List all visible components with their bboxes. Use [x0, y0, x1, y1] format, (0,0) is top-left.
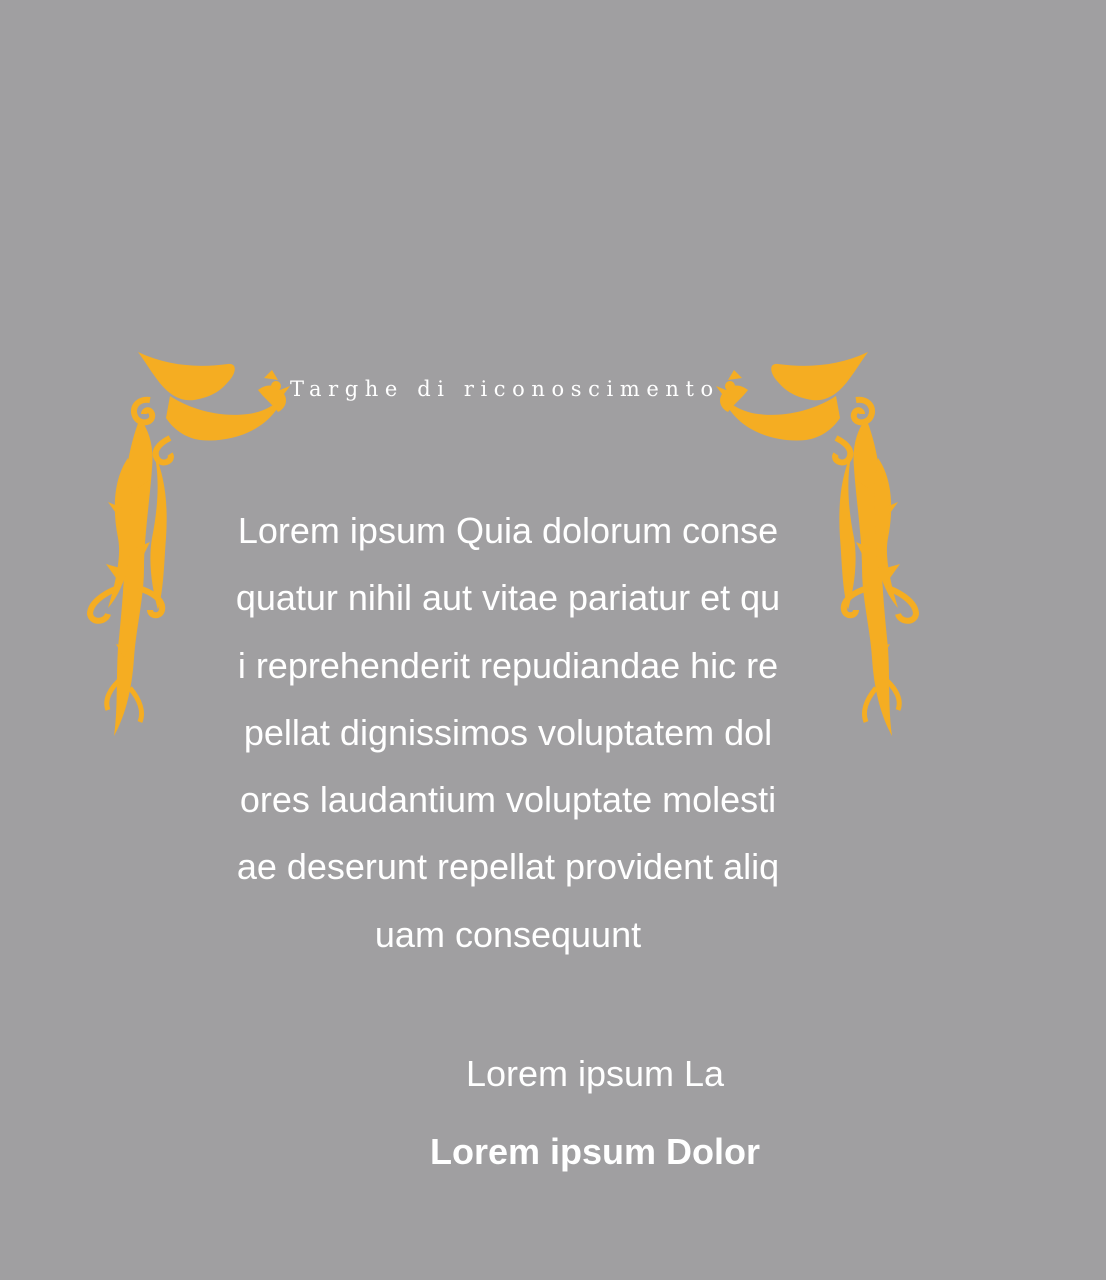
body-line: Lorem ipsum Quia dolorum conse [237, 510, 779, 551]
body-line: ores laudantium voluptate molesti [239, 779, 777, 821]
plaque-body-text [190, 497, 826, 968]
plaque-header-title: Targhe di riconoscimento [290, 377, 720, 401]
body-line: quatur nihil aut vitae pariatur et qu [235, 577, 781, 619]
body-line: ae deserunt repellat provident aliq [236, 846, 780, 888]
body-line: uam consequunt [374, 913, 642, 955]
signature-role: Lorem ipsum Dolor [429, 1131, 761, 1172]
body-line: i reprehenderit repudiandae hic re [237, 644, 779, 686]
signature-name: Lorem ipsum La [465, 1053, 725, 1094]
body-line: pellat dignissimos voluptatem dol [243, 711, 773, 753]
